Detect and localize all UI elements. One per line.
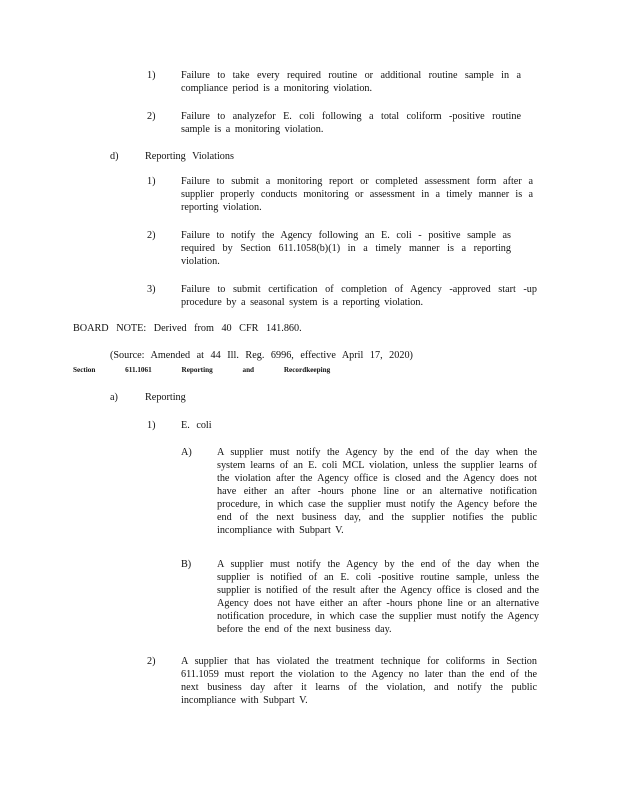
item-text: Failure to submit a monitoring report or completed assessment form after a supplier properly conducts monitoring or assessment in a timely manner is a reporting violation. — [181, 176, 533, 213]
item-text: Failure to submit certification of completion of Agency -approved start -up procedure by a seasonal system is a reporting violation. — [181, 284, 537, 308]
item-text: Failure to take every required routine or additional routine sample in a compliance period is a monitoring violation. — [181, 70, 521, 94]
section-title-1: Reporting — [181, 366, 213, 374]
section-title-and: and — [242, 366, 255, 374]
section-word: Section — [73, 366, 96, 374]
item-label: 2) — [147, 230, 156, 241]
board-note: BOARD NOTE: Derived from 40 CFR 141.860. — [73, 323, 302, 334]
subsection-title: Reporting Violations — [145, 151, 234, 162]
source-note: (Source: Amended at 44 Ill. Reg. 6996, effective April 17, 2020) — [110, 350, 413, 361]
item-text: Failure to notify the Agency following an E. coli - positive sample as required by Section 611.1058(b)(1) in a timely manner is a reporting violation. — [181, 230, 511, 267]
item-label: 3) — [147, 284, 156, 295]
item-label: 2) — [147, 111, 156, 122]
item-label: 1) — [147, 420, 156, 431]
subsection-label: d) — [110, 151, 119, 162]
item-label: 2) — [147, 656, 156, 667]
subitem-label: A) — [181, 447, 192, 458]
subitem-text: A supplier must notify the Agency by the end of the day when the system learns of an E. coli MCL violation, unless the supplier learns of the violation after the Agency office is closed and the Agency does not have either an after -hours phone line or an alternative notification procedure, in which case the supplier must notify the Agency before the end of the next business day, and the supplier notifies the public incompliance with Subpart V. — [217, 447, 537, 536]
item-label: 1) — [147, 70, 156, 81]
subitem-text: A supplier must notify the Agency by the end of the day when the supplier is notified of an E. coli -positive routine sample, unless the supplier is notified of the result after the Agency office is closed and the Agency does not have either an after -hours phone line or an alternative notification procedure, in which case the supplier must notify the Agency before the end of the next business day. — [217, 559, 539, 635]
subsection-title: Reporting — [145, 392, 186, 403]
subsection-label: a) — [110, 392, 118, 403]
section-number: 611.1061 — [125, 366, 152, 374]
item-text: E. coli — [181, 420, 212, 431]
subitem-label: B) — [181, 559, 192, 570]
section-title-2: Recordkeeping — [283, 366, 331, 374]
item-text: A supplier that has violated the treatment technique for coliforms in Section 611.1059 must report the violation to the Agency no later than the end of the next business day after it learns of the violation, and notify the public incompliance with Subpart V. — [181, 656, 537, 706]
section-heading — [73, 364, 330, 377]
item-text: Failure to analyzefor E. coli following a total coliform -positive routine sample is a monitoring violation. — [181, 111, 521, 135]
item-label: 1) — [147, 176, 156, 187]
